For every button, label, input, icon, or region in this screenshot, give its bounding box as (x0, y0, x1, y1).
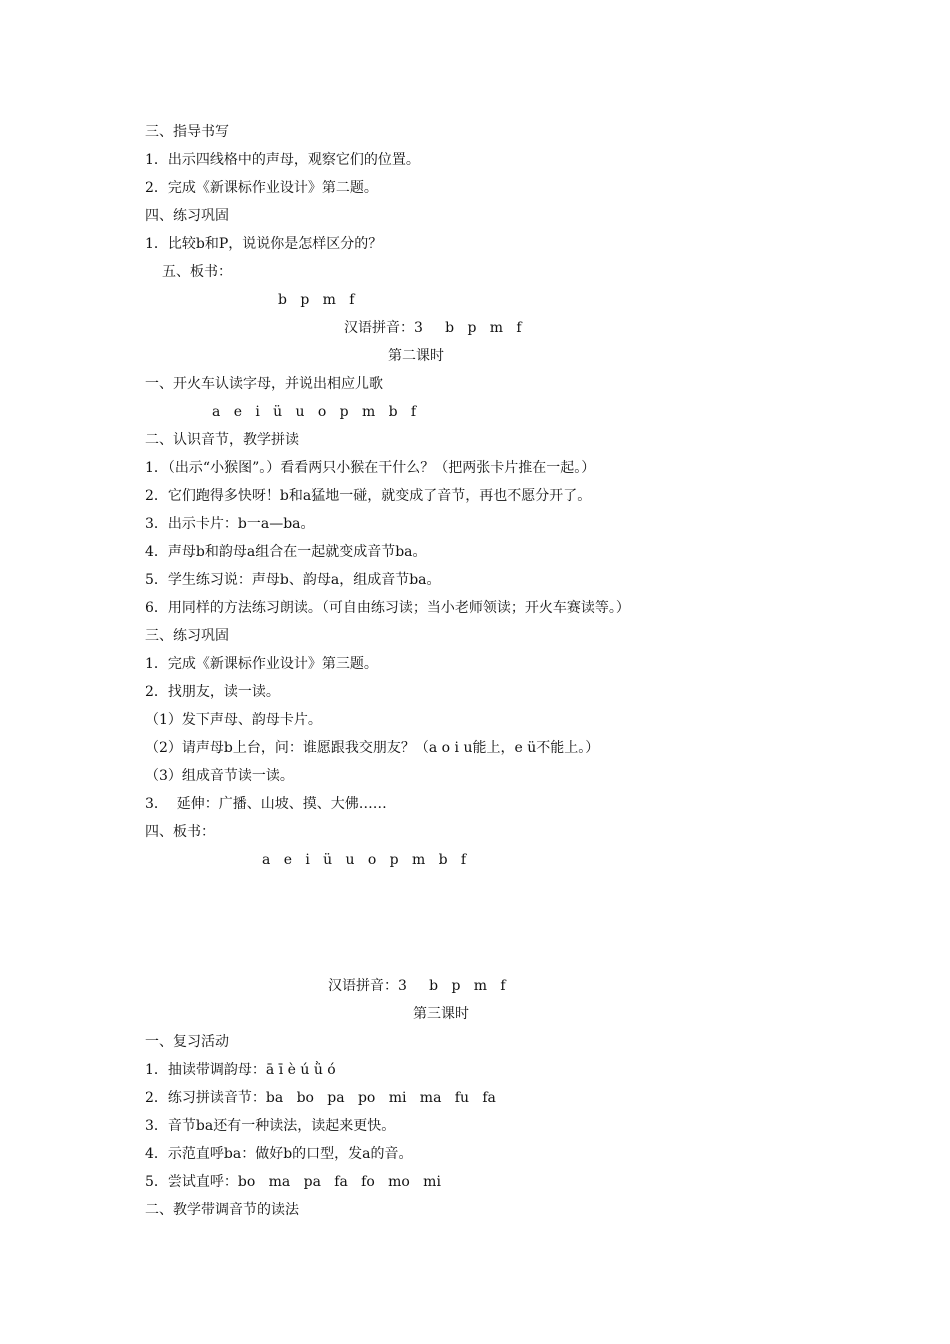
section-heading: 三、练习巩固 (145, 628, 229, 644)
text-line: 1．抽读带调韵母：ā ī è ú ǜ ó (145, 1062, 336, 1078)
blackboard-letters: b p m f (278, 292, 355, 308)
text-line: 4．声母b和韵母a组合在一起就变成音节ba。 (145, 544, 427, 560)
section-heading: 一、开火车认读字母，并说出相应儿歌 (145, 376, 383, 392)
text-line: 1．完成《新课标作业设计》第三题。 (145, 656, 378, 672)
blackboard-letters: a e i ü u o p m b f (262, 852, 467, 868)
text-line: 6．用同样的方法练习朗读。（可自由练习读；当小老师领读；开火车赛读等。） (145, 600, 630, 616)
section-heading: 四、练习巩固 (145, 208, 229, 224)
text-line: 3．音节ba还有一种读法，读起来更快。 (145, 1118, 396, 1134)
section-heading: 五、板书： (162, 264, 232, 280)
text-line: 2．它们跑得多快呀！b和a猛地一碰，就变成了音节，再也不愿分开了。 (145, 488, 592, 504)
section-heading: 二、认识音节，教学拼读 (145, 432, 299, 448)
text-line: （3）组成音节读一读。 (145, 768, 294, 784)
text-line: 5．尝试直呼：bo ma pa fa fo mo mi (145, 1174, 441, 1190)
lesson-period-title: 第三课时 (413, 1006, 469, 1022)
lesson-period-title: 第二课时 (388, 348, 444, 364)
text-line: 4．示范直呼ba：做好b的口型，发a的音。 (145, 1146, 413, 1162)
text-line: 2．练习拼读音节：ba bo pa po mi ma fu fa (145, 1090, 496, 1106)
section-heading: 二、教学带调音节的读法 (145, 1202, 299, 1218)
section-heading: 一、复习活动 (145, 1034, 229, 1050)
text-line: 3．出示卡片：b一a—ba。 (145, 516, 315, 532)
text-line: 1．出示四线格中的声母，观察它们的位置。 (145, 152, 420, 168)
lesson-title: 汉语拼音：3 b p m f (344, 320, 522, 336)
text-line: 1．（出示“小猴图”。）看看两只小猴在干什么？（把两张卡片推在一起。） (145, 460, 596, 476)
section-heading: 三、指导书写 (145, 124, 229, 140)
text-line: 2．找朋友，读一读。 (145, 684, 280, 700)
text-line: 1．比较b和P，说说你是怎样区分的？ (145, 236, 383, 252)
text-line: 2．完成《新课标作业设计》第二题。 (145, 180, 378, 196)
text-line: （2）请声母b上台，问：谁愿跟我交朋友？（a o i u能上，e ü不能上。） (145, 740, 600, 756)
lesson-title: 汉语拼音：3 b p m f (328, 978, 506, 994)
text-line: 5．学生练习说：声母b、韵母a，组成音节ba。 (145, 572, 441, 588)
section-heading: 四、板书： (145, 824, 215, 840)
letter-row: a e i ü u o p m b f (212, 404, 417, 420)
text-line: （1）发下声母、韵母卡片。 (145, 712, 322, 728)
text-line: 3． 延伸：广播、山坡、摸、大佛…… (145, 796, 387, 812)
